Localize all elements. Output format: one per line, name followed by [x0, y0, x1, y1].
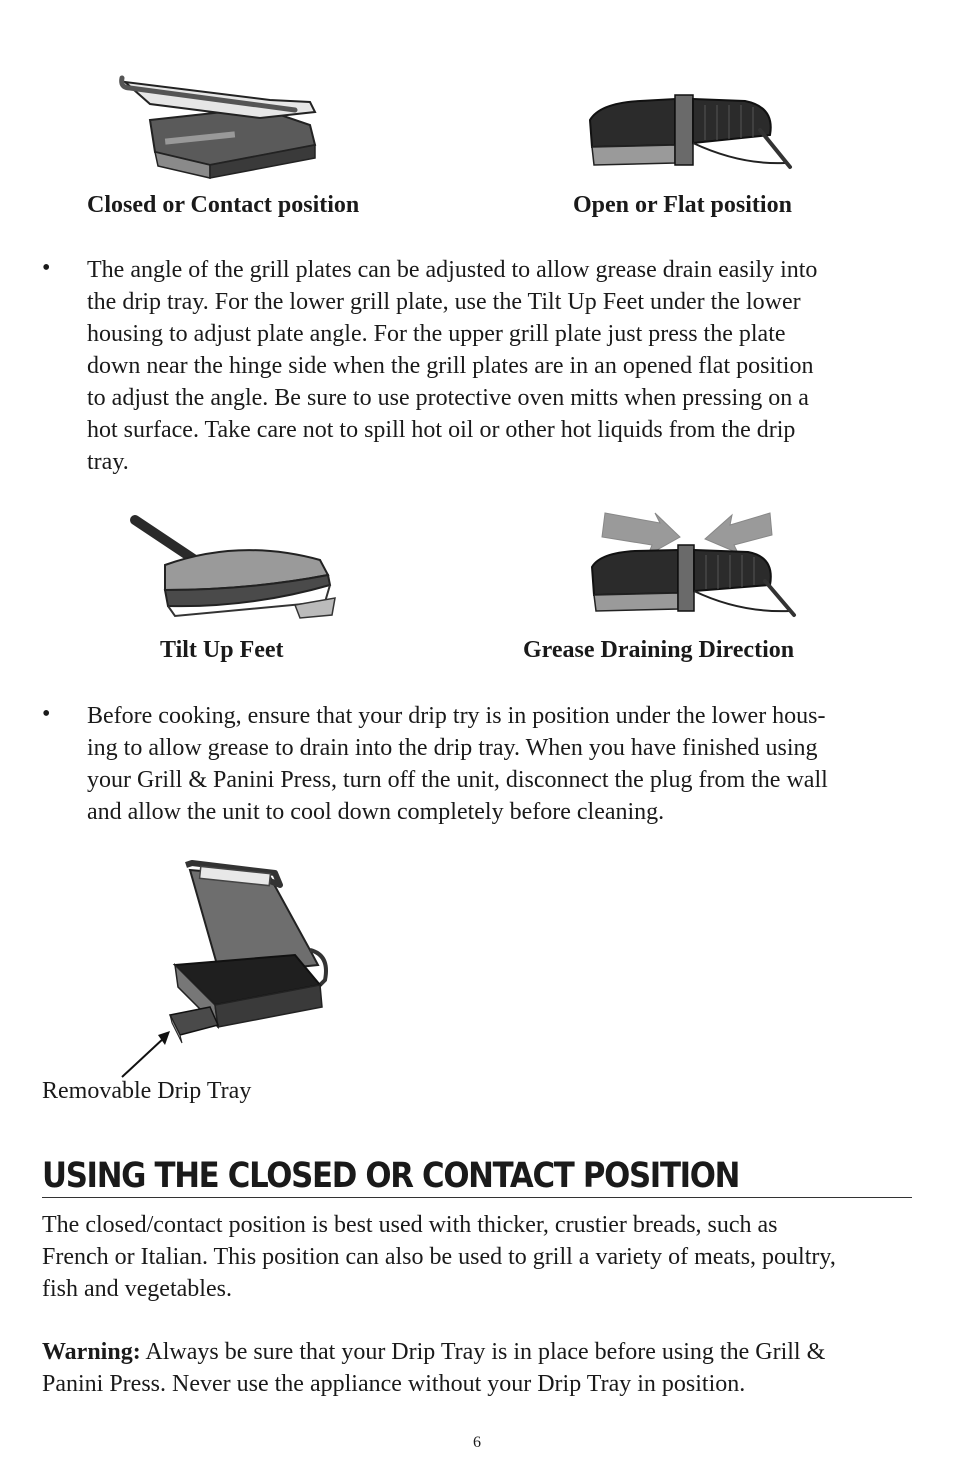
section-heading: USING THE CLOSED OR CONTACT POSITION	[42, 1156, 740, 1196]
grease-draining-illustration	[580, 505, 805, 625]
closed-position-caption: Closed or Contact position	[87, 192, 360, 218]
warning-paragraph	[42, 1336, 917, 1400]
text-line: fish and vegetables.	[42, 1276, 232, 1302]
tilt-up-feet-illustration	[120, 510, 340, 630]
text-line: The angle of the grill plates can be adjusted to allow grease drain easily into	[87, 257, 818, 283]
text-line: to adjust the angle. Be sure to use protective oven mitts when pressing on a	[87, 385, 809, 411]
text-line: and allow the unit to cool down completely before cleaning.	[87, 799, 665, 825]
text-line	[42, 1336, 917, 1368]
heading-rule	[42, 1197, 912, 1198]
text-line: The closed/contact position is best used with thicker, crustier breads, such as	[42, 1212, 778, 1238]
page-number: 6	[473, 1434, 481, 1451]
warning-label: Warning:	[42, 1339, 141, 1365]
text-line: tray.	[87, 449, 129, 475]
text-line: ing to allow grease to drain into the drip tray. When you have finished using	[87, 735, 818, 761]
tilt-up-feet-caption: Tilt Up Feet	[160, 637, 284, 663]
drip-tray-label: Removable Drip Tray	[42, 1078, 252, 1104]
grease-direction-caption: Grease Draining Direction	[523, 637, 795, 663]
bullet-marker: •	[42, 701, 51, 727]
before-cooking-paragraph	[87, 700, 917, 828]
warning-text: Always be sure that your Drip Tray is in place before using the Grill &	[140, 1339, 826, 1365]
drip-tray-illustration	[110, 855, 350, 1085]
text-line: French or Italian. This position can also be used to grill a variety of meats, poultry,	[42, 1244, 836, 1270]
bullet-marker: •	[42, 255, 51, 281]
angle-adjust-paragraph	[87, 254, 917, 478]
closed-position-paragraph	[42, 1209, 917, 1305]
text-line: your Grill & Panini Press, turn off the unit, disconnect the plug from the wall	[87, 767, 828, 793]
text-line: housing to adjust plate angle. For the upper grill plate just press the plate	[87, 321, 786, 347]
open-grill-illustration	[580, 85, 800, 180]
text-line: hot surface. Take care not to spill hot oil or other hot liquids from the drip	[87, 417, 796, 443]
text-line: the drip tray. For the lower grill plate, use the Tilt Up Feet under the lower	[87, 289, 801, 315]
text-line: Panini Press. Never use the appliance without your Drip Tray in position.	[42, 1371, 746, 1397]
text-line: down near the hinge side when the grill plates are in an opened flat position	[87, 353, 814, 379]
closed-grill-illustration	[110, 70, 330, 185]
text-line: Before cooking, ensure that your drip try is in position under the lower hous-	[87, 703, 826, 729]
open-position-caption: Open or Flat position	[573, 192, 792, 218]
